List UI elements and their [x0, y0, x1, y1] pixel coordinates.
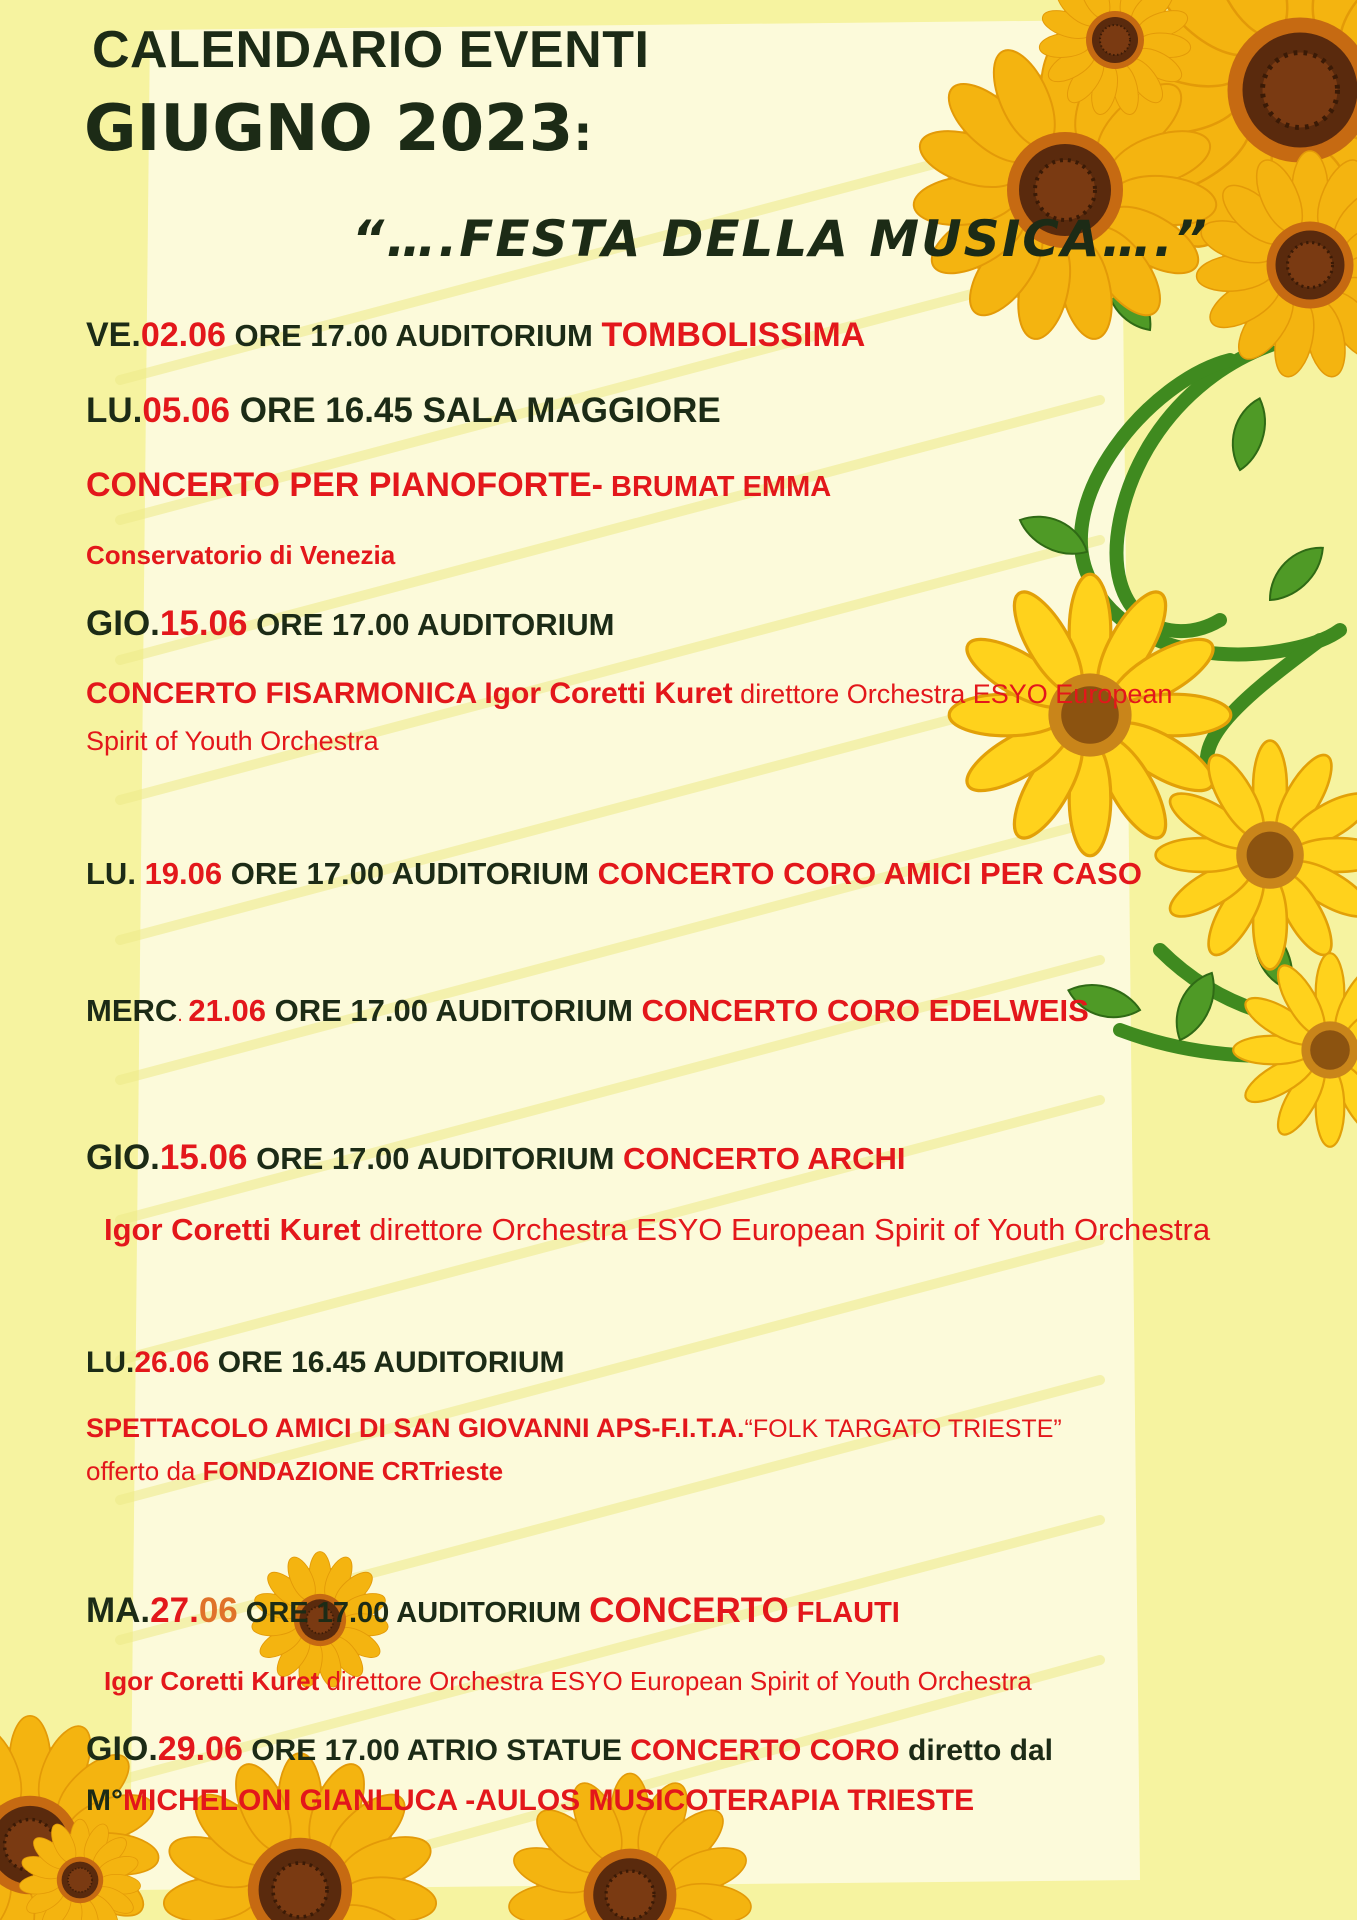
- event-3-performer: Igor Coretti Kuret: [476, 677, 733, 710]
- event-7-offer-line: [86, 1456, 503, 1487]
- festival-title: “….FESTA DELLA MUSICA….”: [352, 210, 1209, 268]
- event-3-date: 15.06: [159, 604, 248, 643]
- event-2-title-line: [86, 466, 831, 505]
- event-6-role: direttore Orchestra ESYO European Spirit of Youth Orchestra: [360, 1212, 1211, 1247]
- event-4-line: [86, 856, 1142, 892]
- event-1-day: VE.: [86, 316, 141, 354]
- event-8-date-a: 27.: [150, 1591, 199, 1630]
- event-1-title: TOMBOLISSIMA: [601, 316, 866, 354]
- event-3-line: [86, 604, 614, 644]
- event-6-info: ORE 17.00 AUDITORIUM: [247, 1141, 624, 1176]
- event-5-title: CONCERTO CORO EDELWEIS: [641, 993, 1089, 1028]
- event-9-director-line: [86, 1784, 974, 1818]
- event-5-info: ORE 17.00 AUDITORIUM: [265, 993, 642, 1028]
- event-1-line: [86, 316, 865, 355]
- event-8-date-b: 06: [198, 1591, 238, 1630]
- event-2-date: 05.06: [142, 391, 230, 430]
- event-7-show: “FOLK TARGATO TRIESTE”: [744, 1415, 1062, 1443]
- event-8-title-2: FLAUTI: [788, 1597, 900, 1629]
- event-7-offer: offerto da: [86, 1456, 203, 1486]
- event-6-date: 15.06: [159, 1138, 248, 1177]
- event-9-title: CONCERTO CORO: [630, 1734, 900, 1767]
- month-label: GIUGNO 2023: [84, 92, 574, 166]
- event-3-role: direttore Orchestra ESYO European: [732, 679, 1173, 709]
- event-6-performer: Igor Coretti Kuret: [104, 1212, 361, 1247]
- event-4-title: CONCERTO CORO AMICI PER CASO: [597, 856, 1142, 891]
- event-8-day: MA.: [86, 1591, 151, 1630]
- event-8-performer: Igor Coretti Kuret: [104, 1666, 320, 1696]
- month-colon: :: [573, 106, 593, 162]
- page-title: CALENDARIO EVENTI: [92, 21, 650, 79]
- event-8-line: [86, 1591, 900, 1631]
- event-6-performer-line: [104, 1212, 1210, 1248]
- event-5-date: 21.06: [188, 993, 266, 1028]
- event-3-title-line: [86, 677, 1172, 711]
- event-2-title: CONCERTO PER PIANOFORTE-: [86, 466, 603, 504]
- event-8-role: direttore Orchestra ESYO European Spirit of Youth Orchestra: [319, 1666, 1032, 1696]
- event-3-title: CONCERTO FISARMONICA: [86, 677, 476, 710]
- event-4-info: ORE 17.00 AUDITORIUM: [222, 856, 598, 891]
- event-2-note: Conservatorio di Venezia: [86, 540, 396, 570]
- event-2-info: ORE 16.45 SALA MAGGIORE: [229, 391, 721, 430]
- event-8-title: CONCERTO: [589, 1591, 789, 1630]
- event-3-info: ORE 17.00 AUDITORIUM: [247, 607, 615, 642]
- event-3-day: GIO.: [86, 604, 160, 643]
- event-8-info: ORE 17.00 AUDITORIUM: [237, 1597, 590, 1629]
- event-3-role-cont: Spirit of Youth Orchestra: [86, 726, 379, 756]
- event-2-line: [86, 391, 721, 431]
- event-5-line: [86, 993, 1089, 1029]
- event-9-tail: diretto dal: [899, 1734, 1053, 1767]
- event-8-performer-line: [104, 1666, 1032, 1697]
- event-7-day: LU.: [86, 1346, 135, 1379]
- event-2-day: LU.: [86, 391, 143, 430]
- event-2-performer: BRUMAT EMMA: [602, 471, 832, 503]
- event-1-date: 02.06: [140, 316, 226, 354]
- event-7-sponsor: FONDAZIONE CRTrieste: [202, 1456, 504, 1486]
- event-9-date: 29.06: [157, 1730, 243, 1768]
- event-4-date: 19.06: [144, 856, 223, 891]
- event-9-line: [86, 1730, 1053, 1769]
- event-6-day: GIO.: [86, 1138, 160, 1177]
- event-4-day: LU.: [86, 856, 145, 891]
- event-6-title: CONCERTO ARCHI: [623, 1141, 906, 1176]
- event-9-director: MICHELONI GIANLUCA -AULOS MUSICOTERAPIA TRIESTE: [123, 1784, 975, 1817]
- event-7-title: SPETTACOLO AMICI DI SAN GIOVANNI APS-F.I.T.A.: [86, 1413, 745, 1443]
- event-9-prefix: M°: [86, 1784, 123, 1817]
- page-subtitle-month: [84, 92, 592, 166]
- event-6-line: [86, 1138, 905, 1178]
- event-5-dot: .: [177, 1004, 189, 1026]
- event-7-line: [86, 1346, 564, 1380]
- event-9-day: GIO.: [86, 1730, 158, 1768]
- event-1-info: ORE 17.00 AUDITORIUM: [225, 318, 602, 353]
- event-9-info: ORE 17.00 ATRIO STATUE: [242, 1734, 631, 1767]
- event-7-date: 26.06: [134, 1346, 210, 1379]
- event-5-day: MERC: [86, 993, 178, 1028]
- event-7-title-line: [86, 1413, 1062, 1444]
- event-7-info: ORE 16.45 AUDITORIUM: [209, 1346, 565, 1379]
